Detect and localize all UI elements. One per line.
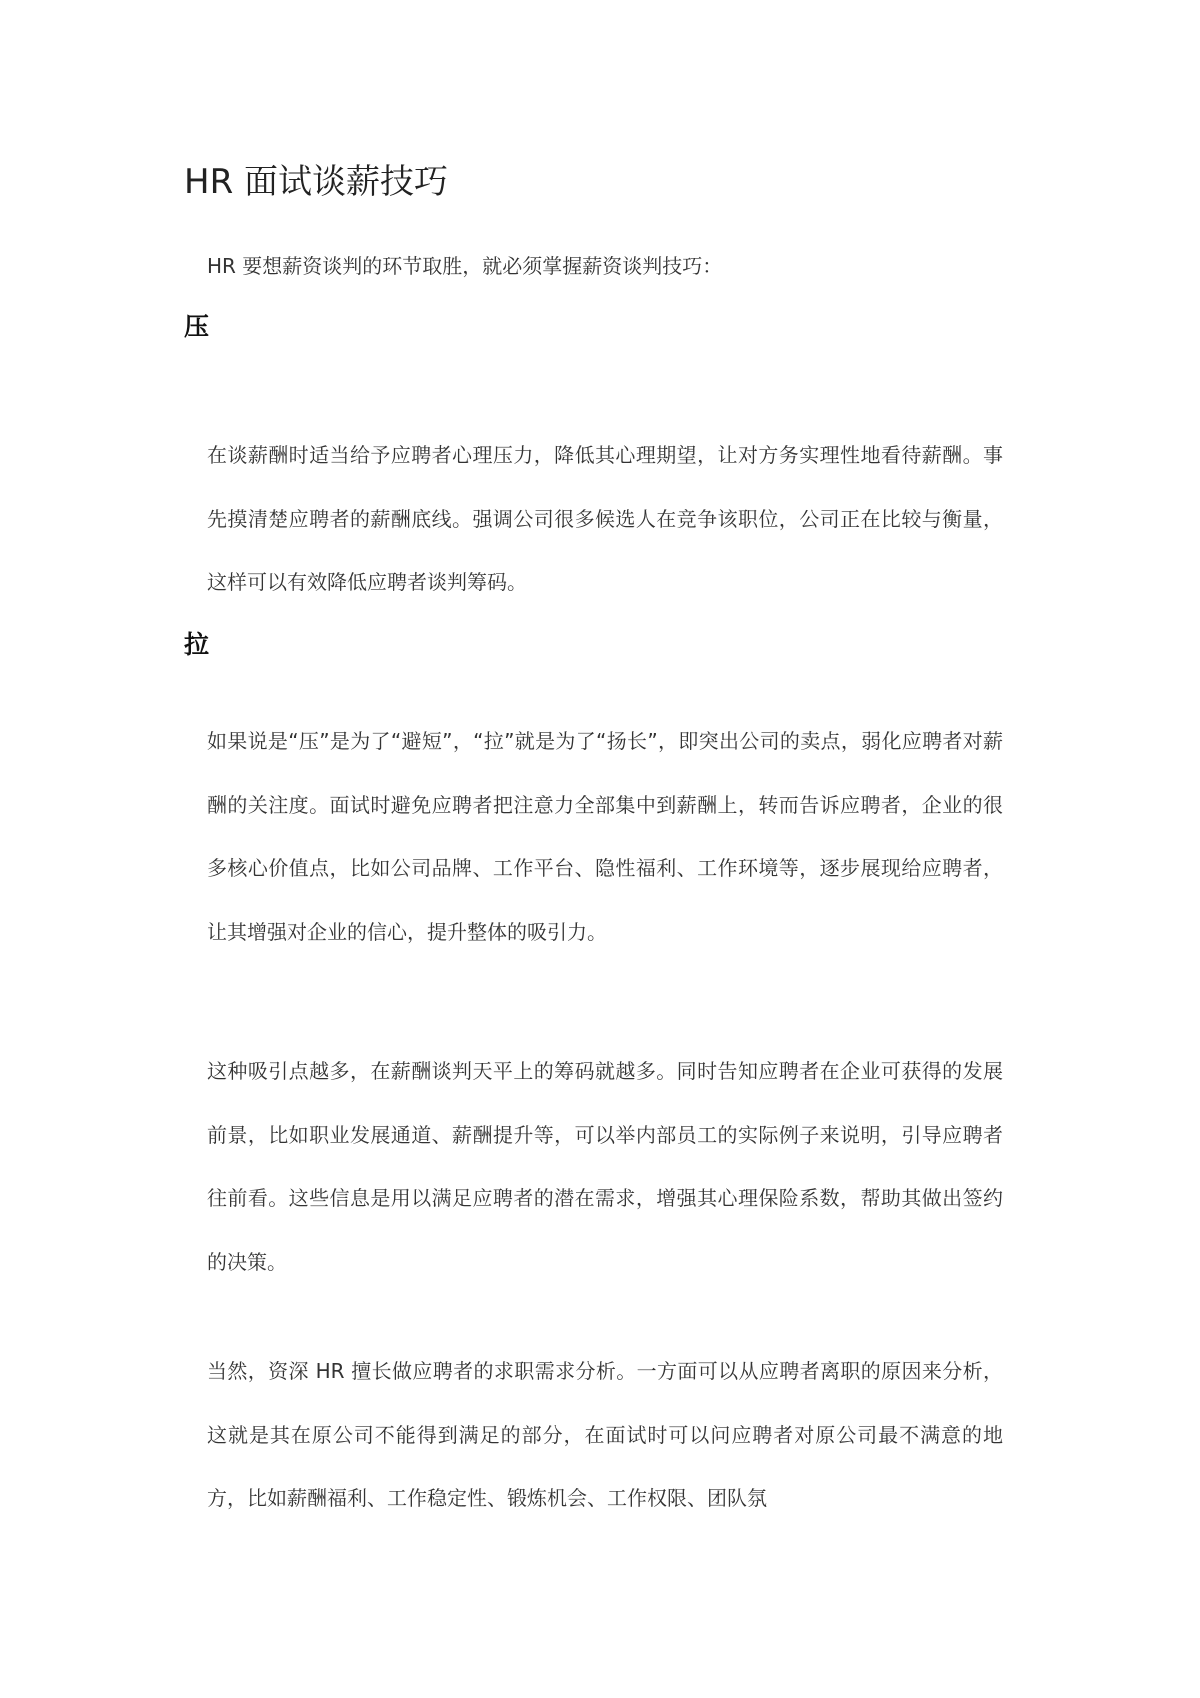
document-title: HR 面试谈薪技巧: [184, 162, 448, 202]
section-heading-ya: 压: [184, 312, 210, 341]
paragraph-la-2: 这种吸引点越多，在薪酬谈判天平上的筹码就越多。同时告知应聘者在企业可获得的发展前景，比如职业发展通道、薪酬提升等，可以举内部员工的实际例子来说明，引导应聘者往前看。这些信息是用以满足应聘者的潜在需求，增强其心理保险系数，帮助其做出签约的决策。: [207, 1059, 1003, 1274]
intro-paragraph: HR 要想薪资谈判的环节取胜，就必须掌握薪资谈判技巧：: [207, 254, 723, 278]
paragraph-ya-1: 在谈薪酬时适当给予应聘者心理压力，降低其心理期望，让对方务实理性地看待薪酬。事先摸清楚应聘者的薪酬底线。强调公司很多候选人在竞争该职位，公司正在比较与衡量，这样可以有效降低应聘者谈判筹码。: [207, 443, 1003, 594]
paragraph-la-3: 当然，资深 HR 擅长做应聘者的求职需求分析。一方面可以从应聘者离职的原因来分析，这就是其在原公司不能得到满足的部分，在面试时可以问应聘者对原公司最不满意的地方，比如薪酬福利、工作稳定性、锻炼机会、工作权限、团队氛: [207, 1359, 1003, 1510]
section-heading-la: 拉: [184, 630, 210, 659]
paragraph-la-1: 如果说是“压”是为了“避短”，“拉”就是为了“扬长”，即突出公司的卖点，弱化应聘者对薪酬的关注度。面试时避免应聘者把注意力全部集中到薪酬上，转而告诉应聘者，企业的很多核心价值点，比如公司品牌、工作平台、隐性福利、工作环境等，逐步展现给应聘者，让其增强对企业的信心，提升整体的吸引力。: [207, 729, 1003, 944]
